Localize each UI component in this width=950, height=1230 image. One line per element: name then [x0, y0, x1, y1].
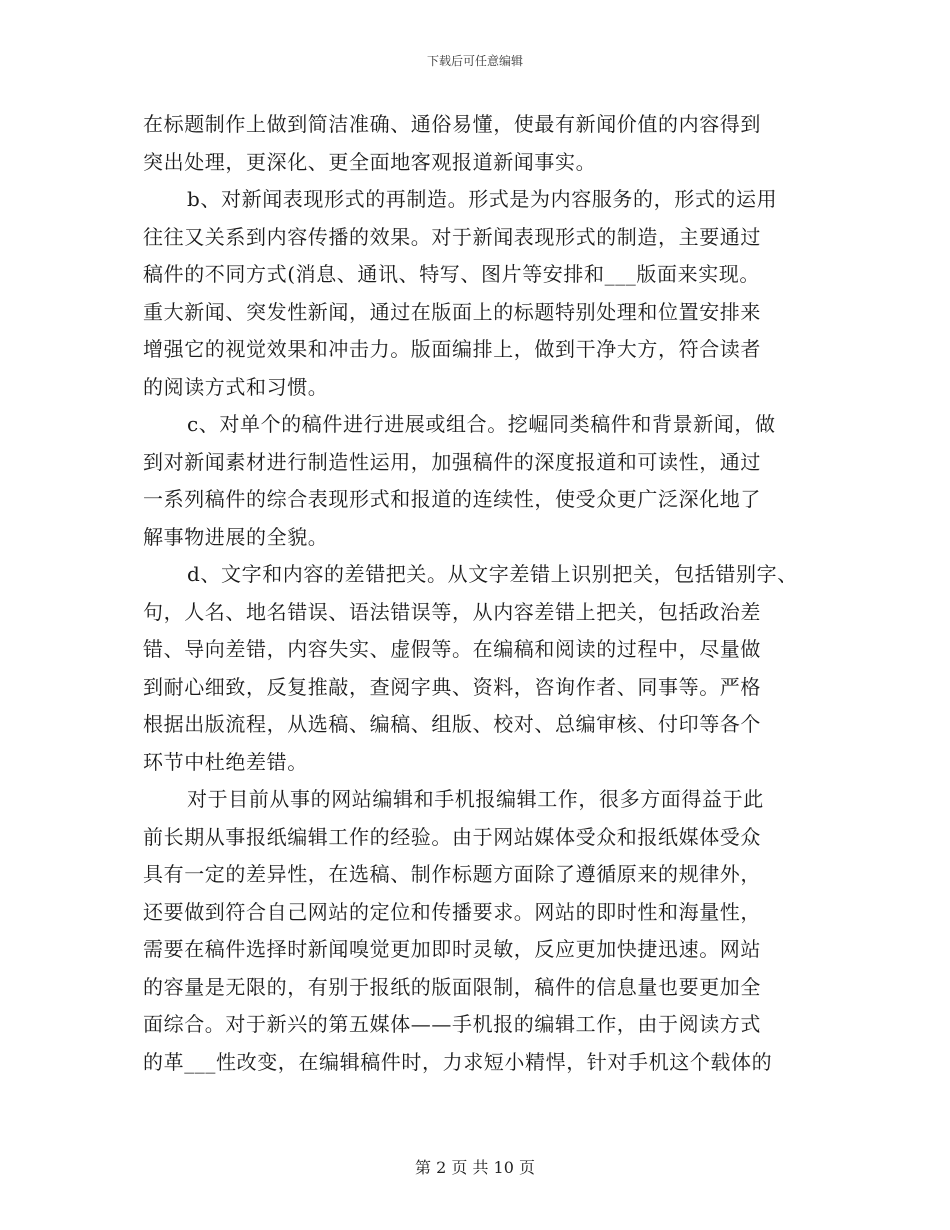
text-line: 的阅读方式和习惯。 [143, 374, 329, 399]
text-line: 具有一定的差异性，在选稿、制作标题方面除了遵循原来的规律外， [143, 862, 761, 886]
text-line: 解事物进展的全貌。 [143, 524, 329, 549]
text-line: 面综合。对于新兴的第五媒体——手机报的编辑工作，由于阅读方式 [143, 1012, 761, 1036]
text-line: c、对单个的稿件进行进展或组合。挖崛同类稿件和背景新闻，做 [187, 412, 776, 436]
text-line: 的容量是无限的，有别于报纸的版面限制，稿件的信息量也要更加全 [143, 974, 761, 999]
text-line: 一系列稿件的综合表现形式和报道的连续性，使受众更广泛深化地了 [143, 487, 761, 511]
document-body [143, 106, 809, 1081]
text-line: 重大新闻、突发性新闻，通过在版面上的标题特别处理和位置安排来 [143, 299, 761, 324]
text-line: 前长期从事报纸编辑工作的经验。由于网站媒体受众和报纸媒体受众 [143, 824, 761, 849]
text-line: 在标题制作上做到简洁准确、通俗易懂，使最有新闻价值的内容得到 [143, 112, 761, 136]
text-line: 的革___性改变，在编辑稿件时，力求短小精悍，针对手机这个载体的 [143, 1049, 773, 1074]
text-line: 稿件的不同方式(消息、通讯、特写、图片等安排和___版面来实现。 [143, 262, 761, 286]
text-line: 到耐心细致，反复推敲，查阅字典、资料，咨询作者、同事等。严格 [143, 674, 761, 699]
text-line: d、文字和内容的差错把关。从文字差错上识别把关，包括错别字、 [187, 562, 798, 586]
text-line: 突出处理，更深化、更全面地客观报道新闻事实。 [143, 149, 597, 174]
text-line: 错、导向差错，内容失实、虚假等。在编稿和阅读的过程中，尽量做 [143, 637, 761, 661]
text-line: 需要在稿件选择时新闻嗅觉更加即时灵敏，反应更加快捷迅速。网站 [143, 937, 761, 961]
text-line: b、对新闻表现形式的再制造。形式是为内容服务的，形式的运用 [187, 187, 778, 211]
text-line: 增强它的视觉效果和冲击力。版面编排上，做到干净大方，符合读者 [143, 337, 761, 361]
text-line: 句，人名、地名错误、语法错误等，从内容差错上把关，包括政治差 [143, 599, 761, 624]
text-line: 对于目前从事的网站编辑和手机报编辑工作，很多方面得益于此 [187, 787, 764, 811]
text-line: 还要做到符合自己网站的定位和传播要求。网站的即时性和海量性， [143, 899, 761, 924]
text-line: 根据出版流程，从选稿、编稿、组版、校对、总编审核、付印等各个 [143, 712, 761, 736]
text-line: 往往又关系到内容传播的效果。对于新闻表现形式的制造，主要通过 [143, 224, 761, 249]
page-header: 下载后可任意编辑 [426, 54, 523, 68]
text-line: 到对新闻素材进行制造性运用，加强稿件的深度报道和可读性，通过 [143, 449, 761, 474]
text-line: 环节中杜绝差错。 [143, 749, 308, 774]
page-footer: 第 2 页 共 10 页 [415, 1158, 535, 1177]
